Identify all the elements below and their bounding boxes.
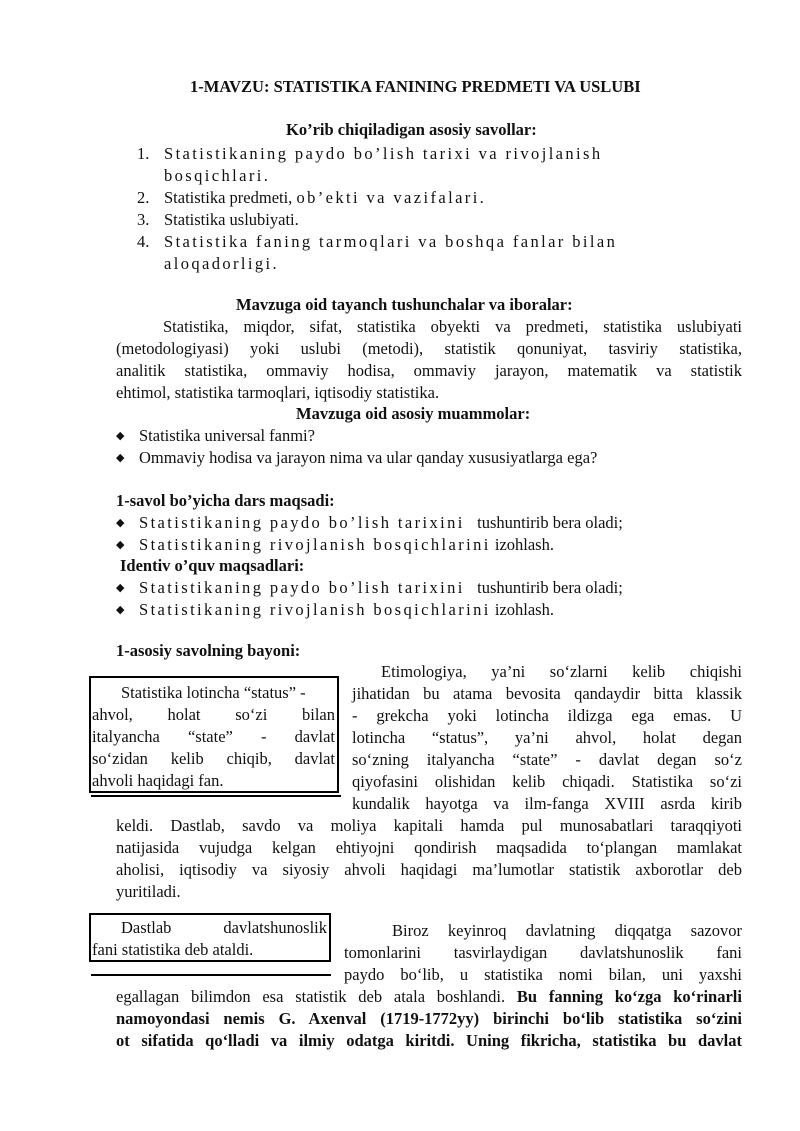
- diamond-bullet-icon: ◆: [116, 582, 125, 594]
- concepts-line: ehtimol, statistika tarmoqlari, iqtisodiy statistika.: [116, 383, 440, 402]
- box-text-line: so‘zidan kelib chiqib, davlat: [92, 749, 335, 768]
- goal-text: Statistikaning rivojlanish bosqichlarini: [139, 535, 491, 554]
- question-text-line: bosqichlari.: [164, 166, 271, 185]
- list-item: [116, 425, 597, 447]
- question-text-part: Statistika predmeti,: [164, 188, 297, 207]
- paragraph-text-bold: Bu fanning ko‘zga ko‘rinarli: [516, 987, 742, 1006]
- concepts-line: (metodologiyasi) yoki uslubi (metodi), statistik qonuniyat, tasviriy statistika,: [116, 339, 742, 358]
- paragraph-line: namoyondasi nemis G. Axenval (1719-1772yy) birinchi bo‘lib statistika so‘zini: [116, 1009, 742, 1028]
- problem-text: Statistika universal fanmi?: [139, 426, 315, 445]
- question-item: [137, 143, 757, 187]
- paragraph-line: natijasida vujudga kelgan ehtiyojni qondirish maqsadida to‘plangan mamlakat: [116, 838, 742, 857]
- paragraph-line: jihatidan bu atama bevosita qandaydir bitta klassik: [352, 684, 742, 703]
- question-number: 1.: [137, 144, 150, 163]
- paragraph-line: paydo bo‘lib, u statistika nomi bilan, uni yaxshi: [344, 965, 742, 984]
- diamond-bullet-icon: ◆: [116, 604, 125, 616]
- goal-text: Statistikaning paydo bo’lish tarixini: [139, 513, 465, 532]
- box-text-line: Statistika lotincha “status” -: [121, 683, 306, 702]
- diamond-bullet-icon: ◆: [116, 430, 125, 442]
- paragraph-line: Biroz keyinroq davlatning diqqatga sazovor: [392, 921, 742, 940]
- box-text-line: Dastlab davlatshunoslik: [121, 918, 327, 937]
- identiv-text-rest: tushuntirib bera oladi;: [477, 578, 623, 597]
- question-number: 3.: [137, 210, 150, 229]
- box-text-line: ahvol, holat so‘zi bilan: [92, 705, 335, 724]
- question-text-part: ob’ekti va vazifalari.: [296, 188, 487, 207]
- paragraph-line: Etimologiya, ya’ni so‘zlarni kelib chiqishi: [381, 662, 742, 681]
- diamond-bullet-icon: ◆: [116, 517, 125, 529]
- question-item: [137, 187, 757, 209]
- paragraph-line: yuritiladi.: [116, 882, 181, 901]
- questions-list: [137, 143, 757, 275]
- bayon-heading: 1-asosiy savolning bayoni:: [116, 641, 301, 660]
- diamond-bullet-icon: ◆: [116, 452, 125, 464]
- list-item: [116, 447, 597, 469]
- goal-text-rest: izohlash.: [494, 535, 554, 554]
- paragraph-line: ot sifatida qo‘lladi va ilmiy odatga kiritdi. Uning fikricha, statistika bu davlat: [116, 1031, 742, 1050]
- question-text-line: aloqadorligi.: [164, 254, 280, 273]
- question-item: [137, 209, 757, 231]
- concepts-line: Statistika, miqdor, sifat, statistika obyekti va predmeti, statistika uslubiyati: [163, 317, 742, 336]
- question-text-line: Statistika faning tarmoqlari va boshqa fanlar bilan: [164, 232, 618, 251]
- list-item: [116, 534, 623, 556]
- question-text-line: Statistikaning paydo bo’lish tarixi va rivojlanish: [164, 144, 603, 163]
- identiv-text: Statistikaning paydo bo’lish tarixini: [139, 578, 465, 597]
- concepts-heading: Mavzuga oid tayanch tushunchalar va iboralar:: [236, 295, 573, 314]
- paragraph-line: tomonlarini tasvirlaydigan davlatshunoslik fani: [344, 943, 742, 962]
- identiv-list: [116, 577, 623, 621]
- paragraph-line: lotincha “status”, ya’ni ahvol, holat degan: [352, 728, 742, 747]
- concepts-line: analitik statistika, ommaviy hodisa, ommaviy jarayon, matematik va statistik: [116, 361, 742, 380]
- paragraph-line: kundalik hayotga va ilm-fanga XVIII asrda kirib: [352, 794, 742, 813]
- question-number: 2.: [137, 188, 150, 207]
- box-shadow-line: [91, 974, 331, 976]
- question-number: 4.: [137, 232, 150, 251]
- goal-heading: 1-savol bo’yicha dars maqsadi:: [116, 491, 335, 510]
- box-shadow-line: [91, 795, 341, 797]
- paragraph-line: aholisi, iqtisodiy va siyosiy ahvoli haqidagi ma’lumotlar statistik axborotlar deb: [116, 860, 742, 879]
- question-item: [137, 231, 757, 275]
- goals-list: [116, 512, 623, 556]
- box-text-line: fani statistika deb ataldi.: [92, 940, 254, 959]
- identiv-text: Statistikaning rivojlanish bosqichlarini: [139, 600, 491, 619]
- list-item: [116, 599, 623, 621]
- list-item: [116, 512, 623, 534]
- paragraph-line: qiyofasini olishidan kelib chiqadi. Statistika so‘zi: [352, 772, 742, 791]
- identiv-heading: Identiv o’quv maqsadlari:: [120, 556, 305, 575]
- problems-heading: Mavzuga oid asosiy muammolar:: [296, 404, 531, 423]
- box-text-line: ahvoli haqidagi fan.: [92, 771, 224, 790]
- paragraph-text-normal: egallagan bilimdon esa statistik deb atala boshlandi.: [116, 987, 517, 1006]
- page-title: 1-MAVZU: STATISTIKA FANINING PREDMETI VA USLUBI: [190, 77, 641, 96]
- goal-text-rest: tushuntirib bera oladi;: [477, 513, 623, 532]
- paragraph-line: so‘zning italyancha “state” - davlat degan so‘z: [352, 750, 742, 769]
- identiv-text-rest: izohlash.: [494, 600, 554, 619]
- problem-text: Ommaviy hodisa va jarayon nima va ular qanday xususiyatlarga ega?: [139, 448, 598, 467]
- diamond-bullet-icon: ◆: [116, 539, 125, 551]
- problems-list: [116, 425, 597, 469]
- list-item: [116, 577, 623, 599]
- paragraph-line-mixed: [116, 986, 742, 1008]
- paragraph-line: - grekcha yoki lotincha ildizga ega emas. U: [352, 706, 742, 725]
- box-text-line: italyancha “state” - davlat: [92, 727, 335, 746]
- questions-heading: Ko’rib chiqiladigan asosiy savollar:: [286, 120, 537, 139]
- question-text-line: Statistika uslubiyati.: [164, 210, 299, 229]
- paragraph-line: keldi. Dastlab, savdo va moliya kapitali hamda pul munosabatlari taraqqiyoti: [116, 816, 742, 835]
